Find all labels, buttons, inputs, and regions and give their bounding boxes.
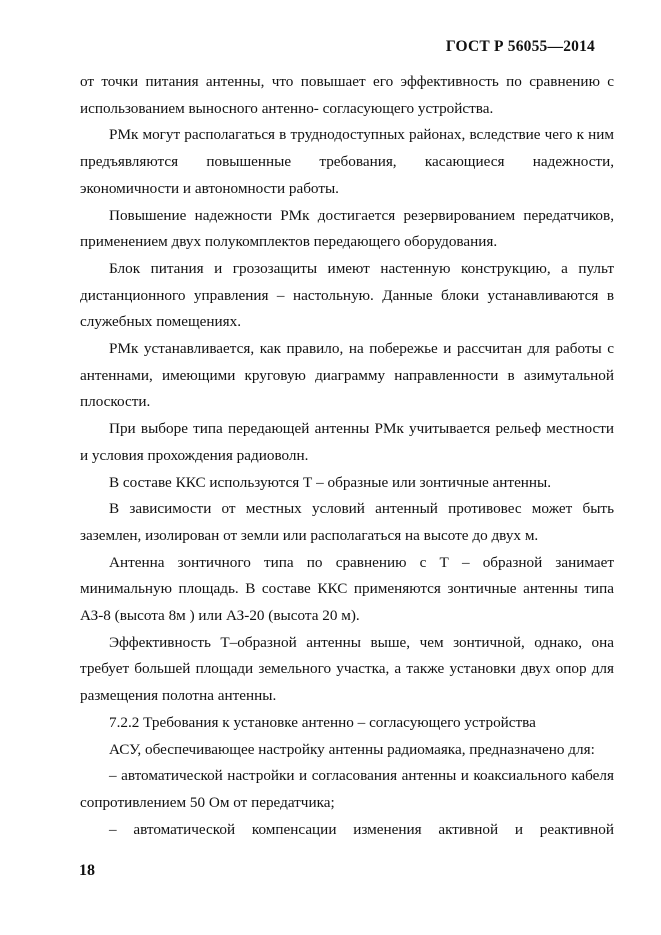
page-number: 18 — [79, 862, 95, 879]
paragraph: При выборе типа передающей антенны РМк учитывается рельеф местности и условия прохождения радиоволн. — [80, 420, 614, 464]
paragraph: РМк могут располагаться в труднодоступных районах, вследствие чего к ним предъявляются повышенные требования, касающиеся надежности, экономичности и автономности работы. — [80, 126, 614, 197]
paragraph: Антенна зонтичного типа по сравнению с Т – образной занимает минимальную площадь. В составе ККС применяются зонтичные антенны типа АЗ-8 (высота 8м ) или АЗ-20 (высота 20 м). — [80, 553, 614, 625]
paragraph: Блок питания и грозозащиты имеют настенную конструкцию, а пульт дистанционного управления – настольную. Данные блоки устанавливаются в служебных помещениях. — [80, 259, 614, 331]
paragraph-continuation: от точки питания антенны, что повышает его эффективность по сравнению с использованием выносного антенно- согласующего устройства. — [80, 73, 614, 117]
document-header: ГОСТ Р 56055—2014 — [445, 38, 595, 55]
paragraph: АСУ, обеспечивающее настройку антенны радиомаяка, предназначено для: — [109, 740, 595, 758]
list-item: – автоматической настройки и согласования антенны и коаксиального кабеля сопротивлением 50 Ом от передатчика; — [80, 767, 614, 811]
paragraph: Повышение надежности РМк достигается резервированием передатчиков, применением двух полукомплектов передающего оборудования. — [80, 206, 614, 251]
paragraph: Эффективность Т–образной антенны выше, чем зонтичной, однако, она требует большей площади земельного участка, а также установки двух опор для размещения полотна антенны. — [80, 633, 614, 705]
section-heading: 7.2.2 Требования к установке антенно – согласующего устройства — [109, 713, 536, 731]
list-item: – автоматической компенсации изменения активной и реактивной — [109, 820, 614, 838]
paragraph: В зависимости от местных условий антенный противовес может быть заземлен, изолирован от земли или располагаться на высоте до двух м. — [80, 500, 614, 544]
paragraph: В составе ККС используются Т – образные или зонтичные антенны. — [109, 473, 552, 491]
paragraph: РМк устанавливается, как правило, на побережье и рассчитан для работы с антеннами, имеющими круговую диаграмму направленности в азимутальной плоскости. — [80, 340, 614, 411]
document-body — [80, 69, 614, 843]
